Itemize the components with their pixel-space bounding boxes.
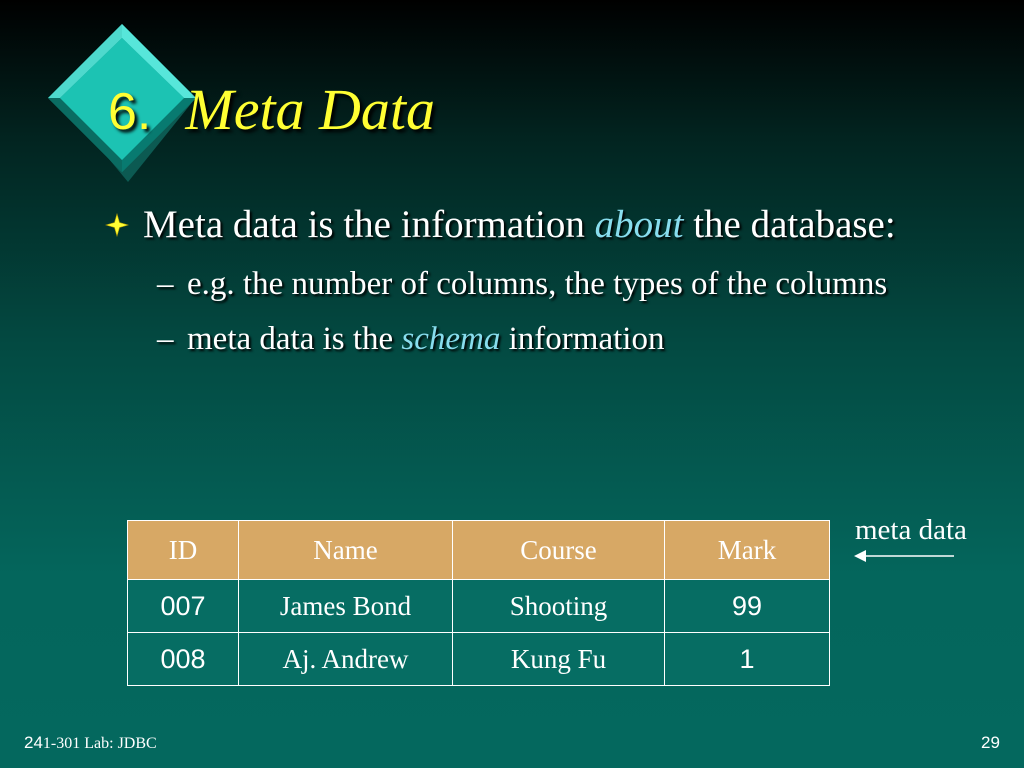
dash-marker: – — [157, 321, 174, 357]
sub-bullet-schema — [100, 318, 980, 361]
cell-course: Shooting — [453, 580, 665, 633]
slide-title — [108, 76, 435, 143]
page-number: 29 — [981, 733, 1000, 752]
footer-course-label — [24, 733, 157, 753]
bullet-text-after: the database: — [683, 203, 896, 246]
meta-data-label: meta data — [855, 514, 967, 546]
footer-lead-text: 24 — [24, 733, 43, 752]
footer-rest-text: 1-301 Lab: JDBC — [42, 735, 157, 752]
cell-name: Aj. Andrew — [239, 633, 453, 686]
bullet-item — [100, 198, 980, 251]
sub-bullet-text-before: meta data is the — [187, 321, 402, 357]
title-number: 6. — [108, 83, 152, 141]
table-row — [128, 633, 830, 686]
sub-bullet-text-after: information — [500, 321, 665, 357]
cell-id: 008 — [128, 633, 239, 686]
bullet-emphasis-about: about — [594, 203, 684, 246]
left-arrow-icon — [850, 544, 960, 568]
sub-bullet-columns — [100, 263, 980, 306]
cell-mark: 99 — [665, 580, 830, 633]
title-text: Meta Data — [185, 77, 436, 142]
sub-bullet-text: e.g. the number of columns, the types of the columns — [187, 266, 888, 302]
column-header-mark: Mark — [665, 521, 830, 580]
cell-mark: 1 — [665, 633, 830, 686]
column-header-course: Course — [453, 521, 665, 580]
data-table — [127, 520, 830, 686]
four-point-star-bullet-icon — [105, 213, 129, 237]
sub-bullet-emphasis-schema: schema — [401, 321, 501, 357]
cell-id: 007 — [128, 580, 239, 633]
cell-name: James Bond — [239, 580, 453, 633]
table-header-row — [128, 521, 830, 580]
bullet-text-before: Meta data is the information — [143, 203, 595, 246]
cell-course: Kung Fu — [453, 633, 665, 686]
table-row — [128, 580, 830, 633]
column-header-id: ID — [128, 521, 239, 580]
dash-marker: – — [157, 266, 174, 302]
column-header-name: Name — [239, 521, 453, 580]
bullet-list — [100, 198, 980, 361]
